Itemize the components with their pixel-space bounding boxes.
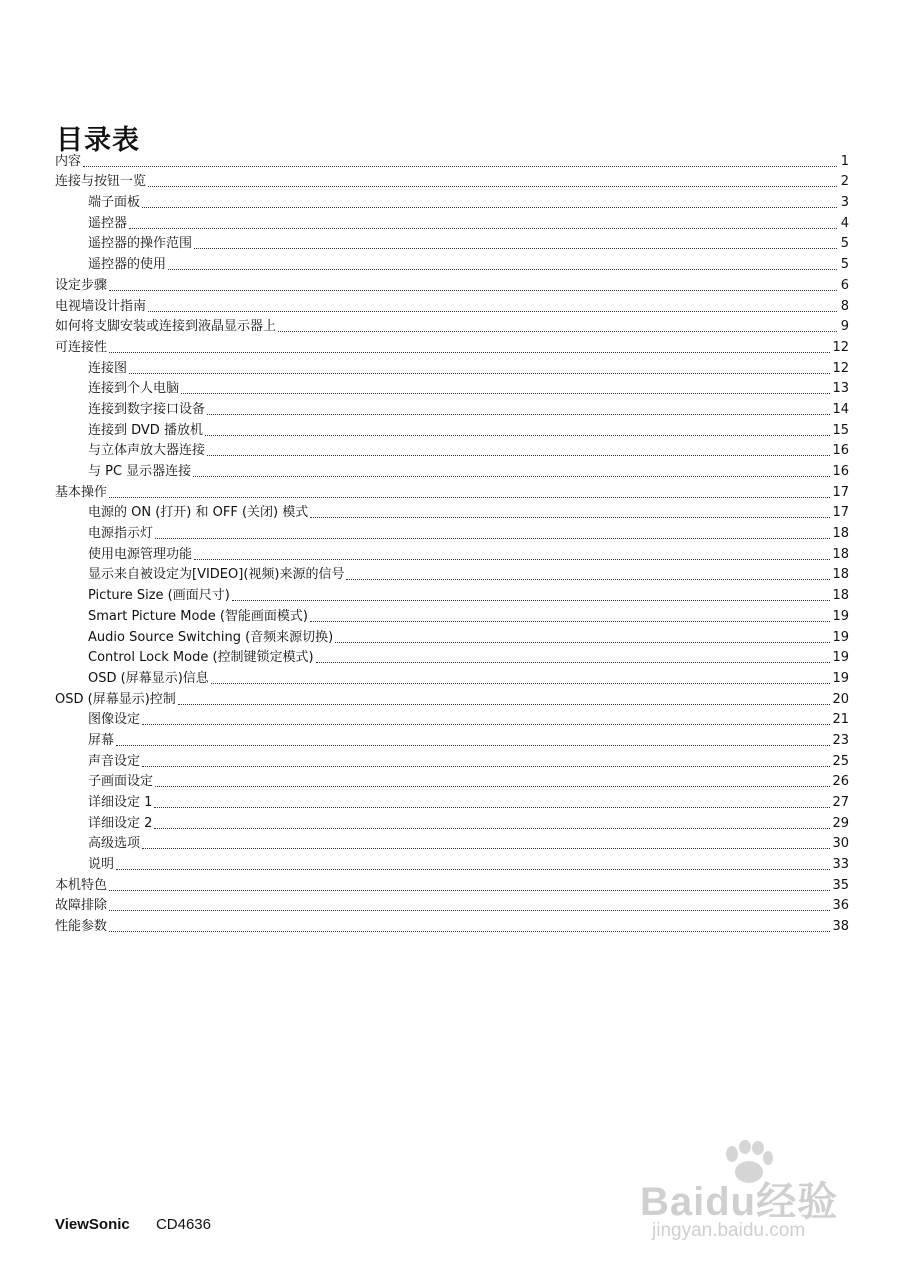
footer <box>55 1216 211 1233</box>
dot-leader <box>205 434 831 436</box>
dot-leader <box>109 930 830 932</box>
dot-leader <box>310 516 830 518</box>
toc-entry-label: 连接与按钮一览 <box>55 174 147 190</box>
dot-leader <box>142 765 830 767</box>
toc-entry-label: 电源的 ON (打开) 和 OFF (关闭) 模式 <box>88 505 309 521</box>
toc-entry-page: 2 <box>840 174 849 190</box>
dot-leader <box>310 620 830 622</box>
toc-entry-label: 显示来自被设定为[VIDEO](视频)来源的信号 <box>88 567 345 583</box>
toc-entry[interactable] <box>55 501 849 522</box>
toc-entry[interactable] <box>55 294 849 315</box>
toc-entry-page: 21 <box>832 712 849 728</box>
page-title: 目录表 <box>56 125 140 157</box>
toc-entry-label: 详细设定 2 <box>88 815 153 831</box>
watermark-url: jingyan.baidu.com <box>652 1220 806 1241</box>
toc-entry-label: 基本操作 <box>55 484 108 500</box>
toc-entry-page: 23 <box>832 732 849 748</box>
dot-leader <box>116 868 830 870</box>
watermark-logo: Baidu经验 <box>640 1180 839 1224</box>
toc-entry-label: 与立体声放大器连接 <box>88 443 206 459</box>
dot-leader <box>316 661 831 663</box>
dot-leader <box>335 641 830 643</box>
toc-entry[interactable] <box>55 542 849 563</box>
toc-entry[interactable] <box>55 873 849 894</box>
dot-leader <box>142 206 837 208</box>
dot-leader <box>194 558 830 560</box>
toc-entry[interactable] <box>55 894 849 915</box>
toc-entry-label: 说明 <box>88 857 115 873</box>
toc-entry-label: 遥控器的使用 <box>88 257 167 273</box>
dot-leader <box>278 330 837 332</box>
toc-entry-label: Audio Source Switching (音频来源切换) <box>88 629 334 645</box>
dot-leader <box>168 268 837 270</box>
toc-entry[interactable] <box>55 170 849 191</box>
toc-entry[interactable] <box>55 604 849 625</box>
toc-entry-page: 5 <box>840 257 849 273</box>
toc-entry[interactable] <box>55 273 849 294</box>
toc-entry-page: 17 <box>832 505 849 521</box>
toc-entry-label: 电源指示灯 <box>88 526 154 542</box>
dot-leader <box>109 909 830 911</box>
toc-entry-label: 屏幕 <box>88 732 115 748</box>
toc-entry-label: 声音设定 <box>88 753 141 769</box>
toc-entry-page: 13 <box>832 381 849 397</box>
dot-leader <box>148 310 837 312</box>
toc-entry[interactable] <box>55 583 849 604</box>
toc-entry[interactable] <box>55 770 849 791</box>
toc-entry-page: 15 <box>832 422 849 438</box>
toc-entry-page: 12 <box>832 339 849 355</box>
toc-entry-page: 3 <box>840 195 849 211</box>
toc-entry-label: 连接到 DVD 播放机 <box>88 422 203 438</box>
dot-leader <box>109 351 830 353</box>
toc-entry-page: 30 <box>832 836 849 852</box>
toc-entry-page: 18 <box>832 567 849 583</box>
toc-entry-page: 29 <box>832 815 849 831</box>
toc-entry[interactable] <box>55 708 849 729</box>
toc-entry-page: 25 <box>832 753 849 769</box>
toc-entry-label: 遥控器的操作范围 <box>88 236 193 252</box>
toc-entry-page: 17 <box>832 484 849 500</box>
toc-entry-label: OSD (屏幕显示)信息 <box>88 670 209 686</box>
toc-entry-label: 连接图 <box>88 360 128 376</box>
toc-entry[interactable] <box>55 521 849 542</box>
toc-entry-label: 电视墙设计指南 <box>55 298 147 314</box>
toc-entry-label: 连接到个人电脑 <box>88 381 180 397</box>
dot-leader <box>155 785 830 787</box>
toc-entry[interactable] <box>55 790 849 811</box>
toc-entry-page: 6 <box>840 277 849 293</box>
toc-entry-label: 详细设定 1 <box>88 795 153 810</box>
toc-entry[interactable] <box>55 666 849 687</box>
toc-entry-label: 内容 <box>55 153 82 169</box>
toc-entry[interactable] <box>55 315 849 336</box>
toc-entry-label: 遥控器 <box>88 215 128 231</box>
toc-entry[interactable] <box>55 459 849 480</box>
dot-leader <box>178 703 831 705</box>
dot-leader <box>232 599 831 601</box>
dot-leader <box>142 847 830 849</box>
toc-entry[interactable] <box>55 356 849 377</box>
toc-entry[interactable] <box>55 646 849 667</box>
dot-leader <box>129 372 830 374</box>
dot-leader <box>154 806 830 808</box>
toc-entry-page: 14 <box>832 401 849 417</box>
dot-leader <box>194 247 837 249</box>
toc-entry-page: 18 <box>832 526 849 542</box>
toc-entry-page: 38 <box>832 919 849 935</box>
toc-entry-label: 子画面设定 <box>88 774 154 790</box>
toc-entry-page: 16 <box>832 443 849 459</box>
baidu-watermark <box>640 1140 860 1250</box>
toc-entry-label: Picture Size (画面尺寸) <box>88 588 230 604</box>
toc-entry[interactable] <box>55 480 849 501</box>
toc-entry[interactable] <box>55 832 849 853</box>
dot-leader <box>181 392 830 394</box>
toc-entry-page: 19 <box>832 650 849 666</box>
toc-entry[interactable] <box>55 749 849 770</box>
toc-entry-label: 连接到数字接口设备 <box>88 401 206 417</box>
toc-entry-page: 5 <box>840 236 849 252</box>
toc-entry-page: 35 <box>832 877 849 893</box>
dot-leader <box>155 537 830 539</box>
toc-entry[interactable] <box>55 190 849 211</box>
dot-leader <box>207 413 830 415</box>
toc-entry-page: 19 <box>832 608 849 624</box>
footer-brand: ViewSonic <box>55 1216 130 1233</box>
toc-entry[interactable] <box>55 811 849 832</box>
toc-entry[interactable] <box>55 232 849 253</box>
toc-entry-label: 使用电源管理功能 <box>88 546 193 562</box>
toc-entry[interactable] <box>55 563 849 584</box>
toc-entry-label: 端子面板 <box>88 195 141 211</box>
dot-leader <box>109 289 837 291</box>
toc-entry[interactable] <box>55 211 849 232</box>
dot-leader <box>142 723 830 725</box>
footer-model: CD4636 <box>155 1216 211 1233</box>
toc-entry[interactable] <box>55 728 849 749</box>
dot-leader <box>154 827 830 829</box>
dot-leader <box>83 165 837 167</box>
toc-entry-page: 18 <box>832 588 849 604</box>
toc-entry-page: 16 <box>832 464 849 479</box>
toc-entry-label: Smart Picture Mode (智能画面模式) <box>88 608 308 624</box>
toc-entry[interactable] <box>55 397 849 418</box>
toc-entry-label: 可连接性 <box>55 339 108 355</box>
toc-entry-page: 20 <box>832 691 849 707</box>
toc-entry-page: 33 <box>832 857 849 873</box>
toc-entry[interactable] <box>55 914 849 935</box>
dot-leader <box>129 227 837 229</box>
toc-entry[interactable] <box>55 149 849 170</box>
toc-entry-label: 高级选项 <box>88 836 141 852</box>
toc-entry[interactable] <box>55 439 849 460</box>
dot-leader <box>207 454 830 456</box>
toc-entry[interactable] <box>55 335 849 356</box>
toc-entry-label: 性能参数 <box>55 919 108 935</box>
toc-entry-label: 如何将支脚安装或连接到液晶显示器上 <box>55 319 277 335</box>
toc-entry-page: 12 <box>832 360 849 376</box>
toc-entry[interactable] <box>55 625 849 646</box>
table-of-contents <box>55 149 849 935</box>
toc-entry-page: 19 <box>832 629 849 645</box>
dot-leader <box>193 475 830 477</box>
toc-entry-page: 36 <box>832 898 849 914</box>
dot-leader <box>116 744 830 746</box>
dot-leader <box>109 496 830 498</box>
toc-entry[interactable] <box>55 377 849 398</box>
toc-entry-label: OSD (屏幕显示)控制 <box>55 691 176 707</box>
toc-entry-page: 9 <box>840 319 849 335</box>
toc-entry-page: 18 <box>832 546 849 562</box>
toc-entry-page: 26 <box>832 774 849 790</box>
toc-entry[interactable] <box>55 852 849 873</box>
toc-entry-page: 1 <box>840 153 849 169</box>
toc-entry-label: 故障排除 <box>55 898 108 914</box>
dot-leader <box>346 578 830 580</box>
toc-entry-label: 与 PC 显示器连接 <box>88 464 192 479</box>
toc-entry[interactable] <box>55 418 849 439</box>
toc-entry-label: Control Lock Mode (控制键锁定模式) <box>88 650 314 666</box>
toc-entry-page: 4 <box>840 215 849 231</box>
toc-entry-page: 19 <box>832 670 849 686</box>
dot-leader <box>109 889 830 891</box>
toc-entry-page: 8 <box>840 298 849 314</box>
toc-entry-label: 本机特色 <box>55 877 108 893</box>
toc-entry-page: 27 <box>832 795 849 810</box>
dot-leader <box>211 682 831 684</box>
dot-leader <box>148 185 837 187</box>
toc-entry-label: 图像设定 <box>88 712 141 728</box>
toc-entry[interactable] <box>55 252 849 273</box>
toc-entry-label: 设定步骤 <box>55 277 108 293</box>
toc-entry[interactable] <box>55 687 849 708</box>
